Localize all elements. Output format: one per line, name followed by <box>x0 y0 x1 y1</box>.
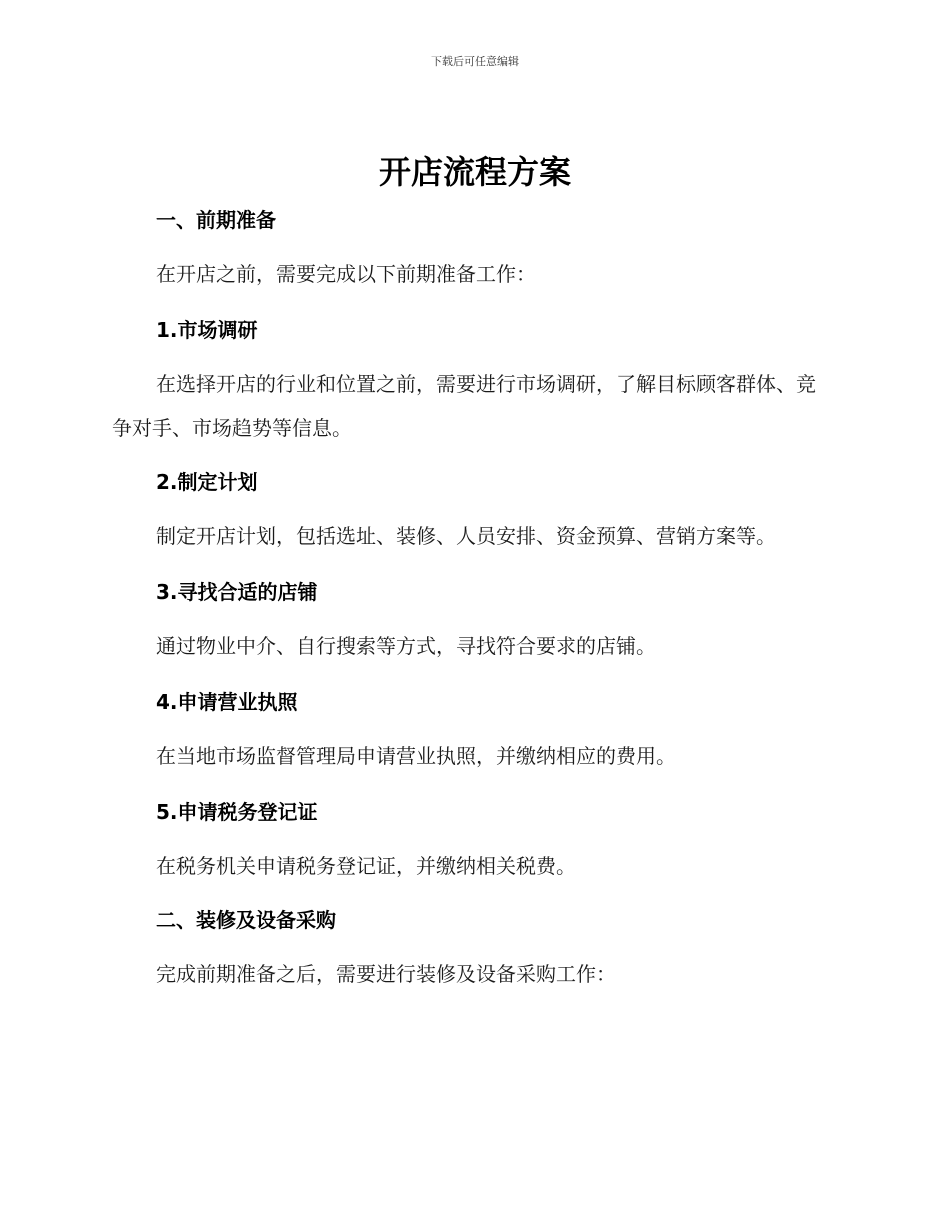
item-text-market-research: 在选择开店的行业和位置之前，需要进行市场调研，了解目标顾客群体、竞争对手、市场趋势等信息。 <box>112 372 816 440</box>
section-heading-preparation: 一、前期准备 <box>156 208 276 232</box>
section-intro-preparation: 在开店之前，需要完成以下前期准备工作： <box>156 262 536 286</box>
item-text-tax-registration: 在税务机关申请税务登记证，并缴纳相关税费。 <box>156 854 576 878</box>
item-heading-market-research: 1.市场调研 <box>156 318 258 342</box>
item-text-find-store: 通过物业中介、自行搜索等方式，寻找符合要求的店铺。 <box>156 634 656 658</box>
item-heading-business-license: 4.申请营业执照 <box>156 690 298 714</box>
item-text-business-license: 在当地市场监督管理局申请营业执照，并缴纳相应的费用。 <box>156 744 676 768</box>
section-heading-renovation: 二、装修及设备采购 <box>156 908 336 932</box>
item-text-make-plan: 制定开店计划，包括选址、装修、人员安排、资金预算、营销方案等。 <box>156 524 776 548</box>
item-heading-make-plan: 2.制定计划 <box>156 470 258 494</box>
section-intro-renovation: 完成前期准备之后，需要进行装修及设备采购工作： <box>156 962 616 986</box>
item-heading-find-store: 3.寻找合适的店铺 <box>156 580 318 604</box>
document-title: 开店流程方案 <box>378 153 571 191</box>
page-header-note: 下载后可任意编辑 <box>431 55 519 68</box>
item-heading-tax-registration: 5.申请税务登记证 <box>156 800 318 824</box>
